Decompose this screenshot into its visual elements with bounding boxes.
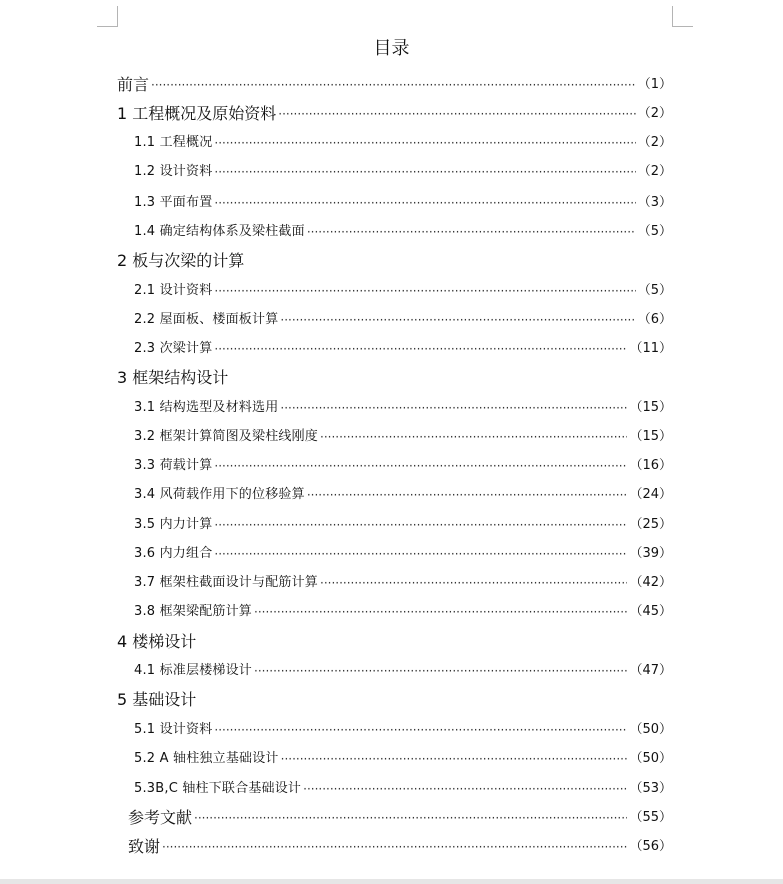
toc-entry[interactable]: [117, 366, 672, 390]
toc-leader-dots: [214, 513, 627, 537]
toc-entry-label: 前言: [117, 75, 150, 94]
toc-entry-label: 参考文献: [128, 808, 193, 827]
toc-leader-dots: [280, 308, 635, 332]
toc-entry-page-number: （50）: [629, 722, 672, 737]
toc-entry[interactable]: [128, 806, 672, 830]
toc-entry-label: 1.1 工程概况: [134, 135, 213, 150]
toc-entry[interactable]: [117, 688, 672, 712]
toc-entry-page-number: （47）: [629, 663, 672, 678]
toc-entry[interactable]: [134, 396, 672, 420]
toc-entry[interactable]: [134, 308, 672, 332]
toc-entry-label: 5.1 设计资料: [134, 722, 213, 737]
toc-entry-label: 2.2 屋面板、楼面板计算: [134, 312, 279, 327]
toc-entry[interactable]: [134, 483, 672, 507]
toc-entry[interactable]: [134, 337, 672, 361]
page-corner-mark-top-left: [97, 6, 118, 27]
toc-entry-page-number: （15）: [629, 400, 672, 415]
toc-entry-label: 3.4 风荷载作用下的位移验算: [134, 487, 305, 502]
toc-entry[interactable]: [117, 102, 672, 126]
toc-entry-label: 1.2 设计资料: [134, 164, 213, 179]
toc-entry[interactable]: [134, 191, 672, 215]
toc-entry-label: 1.4 确定结构体系及梁柱截面: [134, 224, 305, 239]
toc-entry-page-number: （45）: [629, 604, 672, 619]
toc-entry[interactable]: [117, 630, 672, 654]
toc-entry-page-number: （55）: [629, 810, 672, 825]
toc-leader-dots: [303, 777, 627, 801]
toc-entry-page-number: （3）: [637, 195, 672, 210]
toc-entry[interactable]: [134, 542, 672, 566]
toc-entry-page-number: （25）: [629, 517, 672, 532]
toc-entry[interactable]: [128, 835, 672, 859]
toc-entry-label: 4 楼梯设计: [117, 632, 197, 651]
toc-entry-page-number: （39）: [629, 546, 672, 561]
toc-entry-page-number: （2）: [637, 106, 672, 121]
toc-entry[interactable]: [134, 571, 672, 595]
toc-entry-label: 3.7 框架柱截面设计与配筋计算: [134, 575, 319, 590]
toc-leader-dots: [214, 131, 635, 155]
toc-entry-page-number: （2）: [637, 164, 672, 179]
toc-entry[interactable]: [134, 777, 672, 801]
toc-entry-label: 1.3 平面布置: [134, 195, 213, 210]
toc-leader-dots: [214, 279, 635, 303]
toc-leader-dots: [162, 835, 627, 859]
toc-entry-page-number: （11）: [629, 341, 672, 356]
toc-leader-dots: [307, 220, 636, 244]
toc-leader-dots: [214, 542, 627, 566]
toc-leader-dots: [320, 425, 627, 449]
toc-entry[interactable]: [134, 718, 672, 742]
toc-title: 目录: [373, 38, 410, 59]
toc-entry[interactable]: [134, 513, 672, 537]
toc-leader-dots: [214, 160, 635, 184]
toc-entry[interactable]: [134, 279, 672, 303]
toc-leader-dots: [214, 337, 627, 361]
toc-entry[interactable]: [134, 425, 672, 449]
toc-leader-dots: [214, 718, 627, 742]
toc-entry-label: 3.3 荷载计算: [134, 458, 213, 473]
toc-entry-page-number: （42）: [629, 575, 672, 590]
page-bottom-edge: [0, 879, 783, 884]
page-corner-mark-top-right: [672, 6, 693, 27]
toc-entry-page-number: （5）: [637, 283, 672, 298]
toc-entry[interactable]: [134, 600, 672, 624]
toc-entry-label: 5.2 A 轴柱独立基础设计: [134, 751, 279, 766]
toc-entry[interactable]: [117, 249, 672, 273]
toc-entry-page-number: （50）: [629, 751, 672, 766]
toc-entry-label: 4.1 标准层楼梯设计: [134, 663, 253, 678]
toc-entry-label: 2.3 次梁计算: [134, 341, 213, 356]
toc-entry-page-number: （16）: [629, 458, 672, 473]
toc-entry-page-number: （2）: [637, 135, 672, 150]
toc-leader-dots: [151, 73, 636, 97]
toc-entry-page-number: （5）: [637, 224, 672, 239]
toc-leader-dots: [214, 191, 635, 215]
toc-entry-page-number: （15）: [629, 429, 672, 444]
toc-entry-label: 2 板与次梁的计算: [117, 251, 245, 270]
toc-entry[interactable]: [134, 454, 672, 478]
toc-entry-page-number: （24）: [629, 487, 672, 502]
toc-entry-label: 3.6 内力组合: [134, 546, 213, 561]
toc-entry-label: 3.8 框架梁配筋计算: [134, 604, 253, 619]
toc-leader-dots: [307, 483, 628, 507]
toc-entry[interactable]: [134, 131, 672, 155]
toc-leader-dots: [278, 102, 635, 126]
toc-leader-dots: [320, 571, 627, 595]
toc-leader-dots: [254, 659, 627, 683]
toc-leader-dots: [254, 600, 627, 624]
toc-entry[interactable]: [134, 160, 672, 184]
toc-entry-label: 5.3B,C 轴柱下联合基础设计: [134, 781, 302, 796]
toc-entry-label: 3 框架结构设计: [117, 368, 229, 387]
toc-entry-label: 3.2 框架计算简图及梁柱线刚度: [134, 429, 319, 444]
toc-leader-dots: [281, 747, 628, 771]
toc-leader-dots: [214, 454, 627, 478]
toc-entry-page-number: （6）: [637, 312, 672, 327]
toc-leader-dots: [280, 396, 627, 420]
toc-leader-dots: [194, 806, 627, 830]
toc-entry-page-number: （53）: [629, 781, 672, 796]
toc-entry[interactable]: [117, 73, 672, 97]
toc-entry-label: 致谢: [128, 837, 161, 856]
toc-entry[interactable]: [134, 747, 672, 771]
toc-entry-page-number: （1）: [637, 77, 672, 92]
toc-entry-page-number: （56）: [629, 839, 672, 854]
toc-entry-label: 5 基础设计: [117, 690, 197, 709]
toc-entry[interactable]: [134, 659, 672, 683]
toc-entry-label: 3.5 内力计算: [134, 517, 213, 532]
toc-entry-label: 3.1 结构选型及材料选用: [134, 400, 279, 415]
toc-entry[interactable]: [134, 220, 672, 244]
toc-entry-label: 1 工程概况及原始资料: [117, 104, 277, 123]
toc-entry-label: 2.1 设计资料: [134, 283, 213, 298]
